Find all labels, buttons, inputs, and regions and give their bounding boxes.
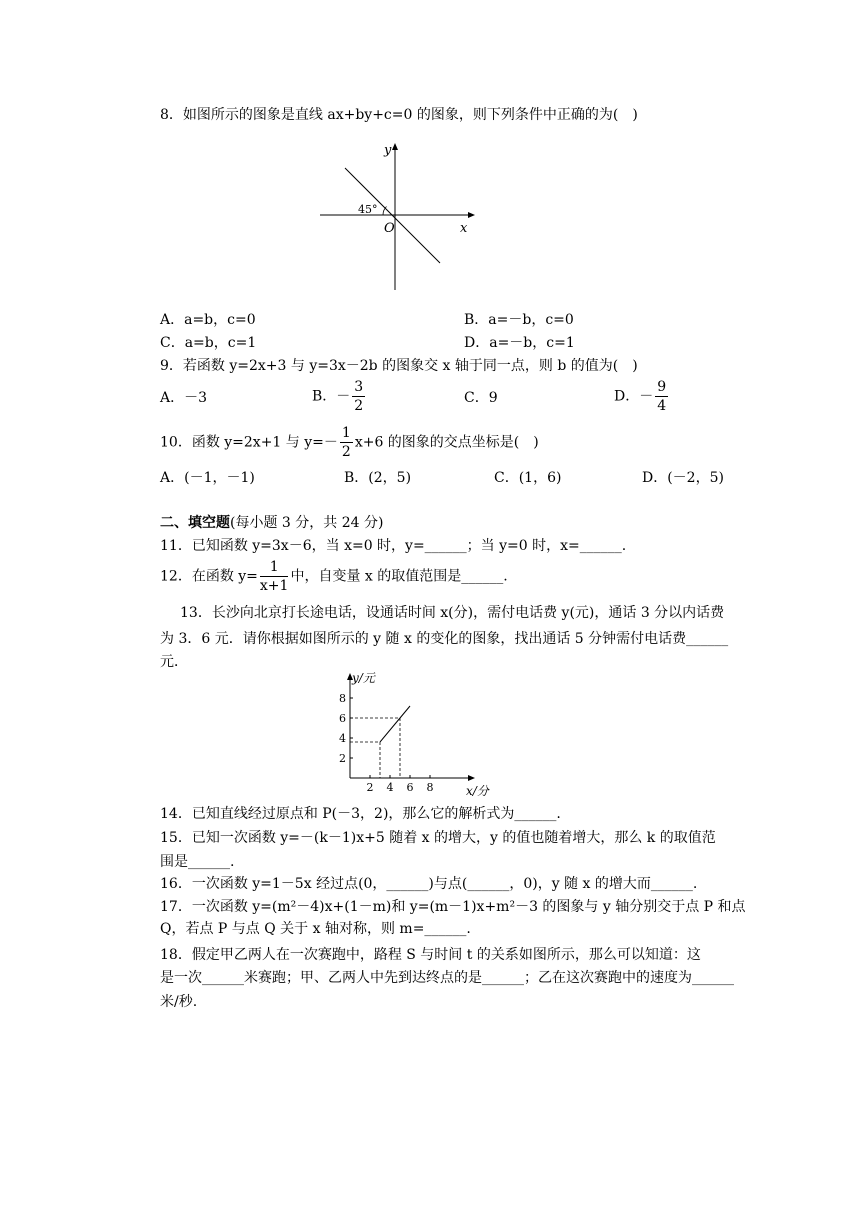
q13-x-tick-label: 2	[366, 781, 374, 794]
q8-option-d: D．a=－b，c=1	[464, 335, 575, 351]
q18-line2: 是一次______米赛跑；甲、乙两人中先到达终点的是______；乙在这次赛跑中的速度为______	[160, 970, 734, 986]
q11: 11．已知函数 y=3x－6，当 x=0 时，y=______；当 y=0 时，x=______.	[160, 538, 627, 554]
q9-option-d-den: 4	[657, 398, 667, 414]
q13-y-tick-label: 8	[339, 692, 346, 705]
q8-y-arrow	[392, 143, 398, 150]
q8-origin-label: O	[384, 221, 395, 236]
section2-title: 二、填空题	[160, 515, 230, 531]
q13-x-arrow	[468, 775, 475, 781]
q10-stem-prefix: 10．函数 y=2x+1 与 y=－	[160, 434, 338, 451]
q15-line2: 围是______.	[160, 854, 235, 870]
q13-series-line	[380, 706, 410, 742]
q13-y-tick-label: 6	[339, 712, 346, 725]
q10-option-c: C．(1，6)	[494, 470, 562, 486]
q8-option-a: A．a=b，c=0	[160, 312, 256, 328]
q12-suffix: 中，自变量 x 的取值范围是______.	[290, 568, 508, 585]
q13-x-tick-label: 8	[426, 781, 434, 794]
q8-stem: 8．如图所示的图象是直线 ax+by+c=0 的图象，则下列条件中正确的为( )	[160, 107, 638, 123]
q9-option-d-num: 9	[657, 379, 667, 395]
q9-option-c: C．9	[464, 390, 498, 406]
q9-option-d-fraction	[655, 378, 668, 415]
q13-x-tick-label: 4	[386, 781, 394, 794]
q13-y-tick-label: 2	[339, 752, 346, 765]
q18-line3: 米/秒.	[160, 994, 198, 1010]
q9-stem: 9．若函数 y=2x+3 与 y=3x－2b 的图象交 x 轴于同一点，则 b 的值为( )	[160, 358, 638, 374]
q9-option-b-fraction	[352, 378, 365, 415]
section2-note: (每小题 3 分，共 24 分)	[230, 515, 384, 531]
q10-stem	[160, 424, 539, 461]
q9-option-b-prefix: B．－	[312, 388, 351, 405]
q10-frac-num: 1	[341, 425, 351, 441]
q8-x-label: x	[460, 221, 468, 236]
q13-chart	[330, 668, 489, 798]
q13-line3: 元．	[160, 654, 188, 670]
q8-y-label: y	[384, 143, 392, 158]
q8-figure	[310, 140, 480, 295]
q8-option-b: B．a=－b，c=0	[464, 312, 574, 328]
q9-option-d-prefix: D．－	[614, 388, 654, 405]
q10-option-b: B．(2，5)	[344, 470, 412, 486]
q13-x-label: x/分	[466, 784, 489, 798]
q17-line1: 17．一次函数 y=(m²－4)x+(1－m)和 y=(m－1)x+m²－3 的图象与 y 轴分别交于点 P 和点	[160, 899, 746, 915]
q8-angle-label: 45°	[358, 203, 378, 216]
q9-option-b	[312, 378, 367, 415]
q12-frac-den: x+1	[259, 578, 289, 594]
q13-line1: 13．长沙向北京打长途电话，设通话时间 x(分)，需付电话费 y(元)，通话 3 分以内话费	[180, 605, 725, 621]
q14: 14．已知直线经过原点和 P(－3，2)，那么它的解析式为______.	[160, 806, 561, 822]
q16: 16．一次函数 y=1－5x 经过点(0，______)与点(______，0)，y 随 x 的增大而______.	[160, 876, 698, 892]
q12-fraction	[260, 558, 289, 595]
q10-fraction	[340, 424, 353, 461]
q12	[160, 558, 508, 595]
q8-x-arrow	[468, 212, 475, 218]
q10-stem-suffix: x+6 的图象的交点坐标是( )	[354, 434, 539, 451]
q17-line2: Q，若点 P 与点 Q 关于 x 轴对称，则 m=______.	[160, 921, 471, 937]
q10-frac-den: 2	[341, 444, 351, 460]
q8-option-c: C．a=b，c=1	[160, 335, 257, 351]
section2-heading	[160, 513, 383, 533]
q15-line1: 15．已知一次函数 y=－(k－1)x+5 随着 x 的增大，y 的值也随着增大，那么 k 的取值范	[160, 830, 716, 846]
q13-y-label: y/元	[352, 671, 375, 685]
q12-frac-num: 1	[260, 558, 289, 577]
q18-line1: 18．假定甲乙两人在一次赛跑中，路程 S 与时间 t 的关系如图所示，那么可以知道：这	[160, 947, 701, 963]
q13-x-tick-label: 6	[406, 781, 414, 794]
q10-option-d: D．(－2，5)	[642, 470, 724, 486]
q10-option-a: A．(－1，－1)	[160, 470, 255, 486]
q12-prefix: 12．在函数 y=	[160, 568, 258, 585]
q9-option-b-num: 3	[354, 379, 364, 395]
q9-option-d	[614, 378, 670, 415]
q13-line2: 为 3．6 元．请你根据如图所示的 y 随 x 的变化的图象，找出通话 5 分钟需付电话费______	[160, 631, 729, 647]
q13-y-tick-label: 4	[339, 732, 346, 745]
q9-option-b-den: 2	[354, 398, 364, 414]
q9-option-a: A．－3	[160, 390, 208, 406]
